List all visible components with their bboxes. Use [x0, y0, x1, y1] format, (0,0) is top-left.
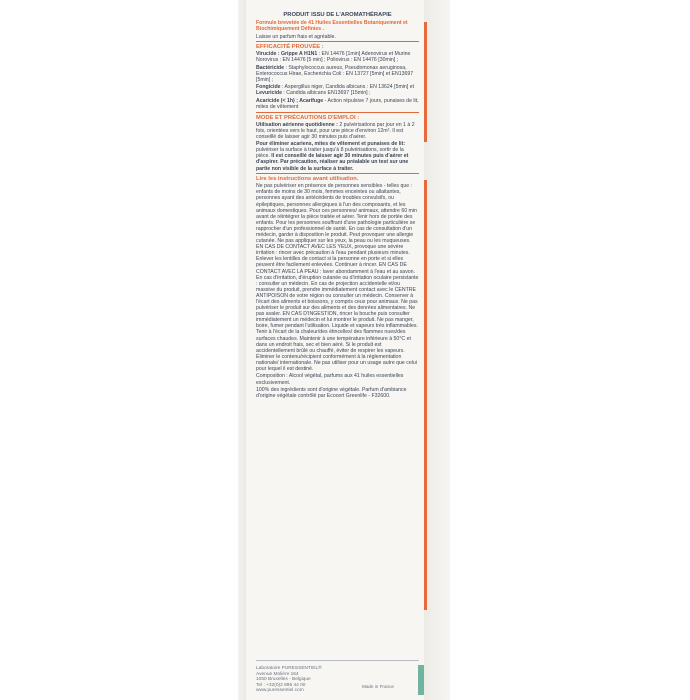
orange-side-stripe-top — [424, 22, 427, 142]
company-name: Laboratoire PURESSENTIEL® — [256, 666, 322, 671]
section-divider — [256, 112, 419, 113]
composition-text: Composition : Alcool végétal, parfums aux 41 huiles essentielles exclusivement. — [256, 373, 404, 386]
levuricide-text: : Candida albicans EN13697 [15min] ; — [283, 90, 371, 97]
fongicide-label: Fongicide — [256, 84, 281, 91]
fongicide-paragraph — [256, 84, 419, 96]
usage-label: Utilisation aérienne quotidienne : — [256, 121, 338, 128]
read-instructions: Lire les instructions avant utilisation. — [256, 176, 359, 183]
city-address: 1050 Bruxelles - Belgique — [256, 677, 311, 682]
package-left-edge — [238, 0, 246, 700]
virucide-text: : EN 14476 [1min] Adenovirus et Murine Norovirus : EN 14476 [5 min] ; Poliovirus : EN 14476 [30min] ; — [256, 51, 411, 64]
virucide-label: Virucide : Grippe A H1N1 — [256, 51, 318, 58]
mites-paragraph — [256, 141, 419, 171]
usage-text: 2 pulvérisations par jour en 1 à 2 fois, orientées vers le haut, pour une pièce d'environ 12m². Il est conseillé de laisser agir 30 minutes puis d'aérer. — [256, 121, 415, 140]
street-address: Avenue Molière 164 — [256, 671, 299, 677]
mites-text: pulvériser la surface à traiter jusqu'à 8 pulvérisations, sortir de la pièce. — [256, 147, 404, 160]
orange-side-stripe-middle — [424, 180, 427, 610]
package-right-edge — [424, 0, 450, 700]
section-divider — [256, 173, 419, 174]
efficacy-heading: EFFICACITÉ PROUVÉE : — [256, 44, 324, 51]
manufacturer-footer — [256, 656, 419, 694]
acaricide-text: - Action répulsive 7 jours, punaises de lit, mites de vêtement — [256, 97, 419, 110]
made-in-label: Made in France — [362, 684, 394, 689]
formula-text: Formule brevetée de 41 Huiles Essentielles Botaniquement et Biochimiquement Définies . — [256, 20, 408, 33]
bactericide-label: Bactéricide — [256, 64, 284, 71]
mites-warning: Il est conseillé de laisser agir 30 minutes puis d'aérer et d'aspirer. Par précaution, réaliser au préalable un test sur une partie non visible de la surface à traiter. — [256, 153, 409, 172]
origin-text: 100% des ingrédients sont d'origine végétale. Parfum d'ambiance d'origine végétale contrôlé par Ecocert Greenlife - F32600. — [256, 386, 407, 400]
usage-heading: MODE ET PRÉCAUTIONS D'EMPLOI : — [256, 114, 360, 121]
acaricide-label: Acaricide (< 1h) ; Acarifuge — [256, 97, 324, 104]
phone-number: Tel : +32(0)2 896 44 00 — [256, 682, 306, 688]
mites-label: Pour éliminer acariens, mites de vêtement et punaises de lit: — [256, 141, 406, 148]
website-url: www.puressentiel.com — [256, 688, 304, 693]
scent-text: Laisse un parfum frais et agréable. — [256, 33, 336, 40]
virucide-paragraph — [256, 51, 419, 63]
footer-divider — [256, 660, 419, 661]
section-divider — [256, 41, 419, 42]
label-text-block — [256, 12, 419, 400]
fongicide-text: : Aspergillus niger, Candida albicans : EN 13624 [5min] et — [281, 84, 415, 91]
levuricide-label: Levuricide — [256, 90, 282, 97]
precautions-text: Ne pas pulvériser en présence de personnes sensibles - telles que : enfants de moins de 30 mois, femmes enceintes ou allaitantes, personnes ayant des antécédents de troubles convulsifs, ou épileptiques, personnes allergiques à l'un des composants, et les animaux domestiques. Pour ces personnes/ animaux, attendre 60 min avant de réintégrer la pièce traitée et aérer. Tenir hors de portée des enfants. Pour les personnes souffrant d'une pathologie particulière se rapprocher d'un professionnel de santé. En cas de consultation d'un médecin, garder à disposition le produit. Peut provoquer une allergie cutanée. Ne pas appliquer sur les yeux, la peau ou les muqueuses. EN CAS DE CONTACT AVEC LES YEUX, provoque une sévère irritation : rincer avec précaution à l'eau pendant plusieurs minutes. Enlever les lentilles de contact si la personne en porte et si elles peuvent être facilement enlevées. Continuer à rincer. EN CAS DE CONTACT AVEC LA PEAU : laver abondamment à l'eau et au savon. En cas d'irritation, d'éruption cutanée ou d'irritation oculaire persistante : consulter un médecin. En cas de projection accidentelle et/ou massive du produit, prendre immédiatement contact avec le CENTRE ANTIPOISON de votre région ou consulter un médecin. Conserver à l'écart des aliments et boissons, y compris ceux pour animaux. Ne pas pulvériser le produit sur des aliments et des denrées alimentaires. Ne pas avaler. EN CAS D'INGESTION, rincer la bouche puis consulter immédiatement un médecin et lui montrer le produit. Ne pas manger, boire, fumer pendant l'utilisation. Liquide et vapeurs très inflammables. Tenir à l'écart de la chaleur/des étincelles/ des flammes nues/des surfaces chaudes. Maintenir à une température inférieure à 50°C et dans un endroit frais, sec et bien aéré. Si le produit est accidentellement brûlé ou chauffé, éviter de respirer les vapeurs. Éliminer le contenu/récipient conformément à la réglementation nationale/ internationale. Ne pas utiliser pour un usage autre que celui pour lequel il est destiné. — [256, 183, 419, 373]
product-title: PRODUIT ISSU DE L'AROMATHÉRAPIE — [283, 12, 392, 18]
bactericide-paragraph — [256, 65, 419, 83]
usage-paragraph — [256, 122, 419, 140]
acaricide-paragraph — [256, 98, 419, 110]
bactericide-text: : Staphylococcus aureus, Pseudomonas aeruginosa, Enterococcus Hirae, Escherichia Coli : EN 13727 [5min] et EN13697 [5min] ; — [256, 64, 414, 83]
